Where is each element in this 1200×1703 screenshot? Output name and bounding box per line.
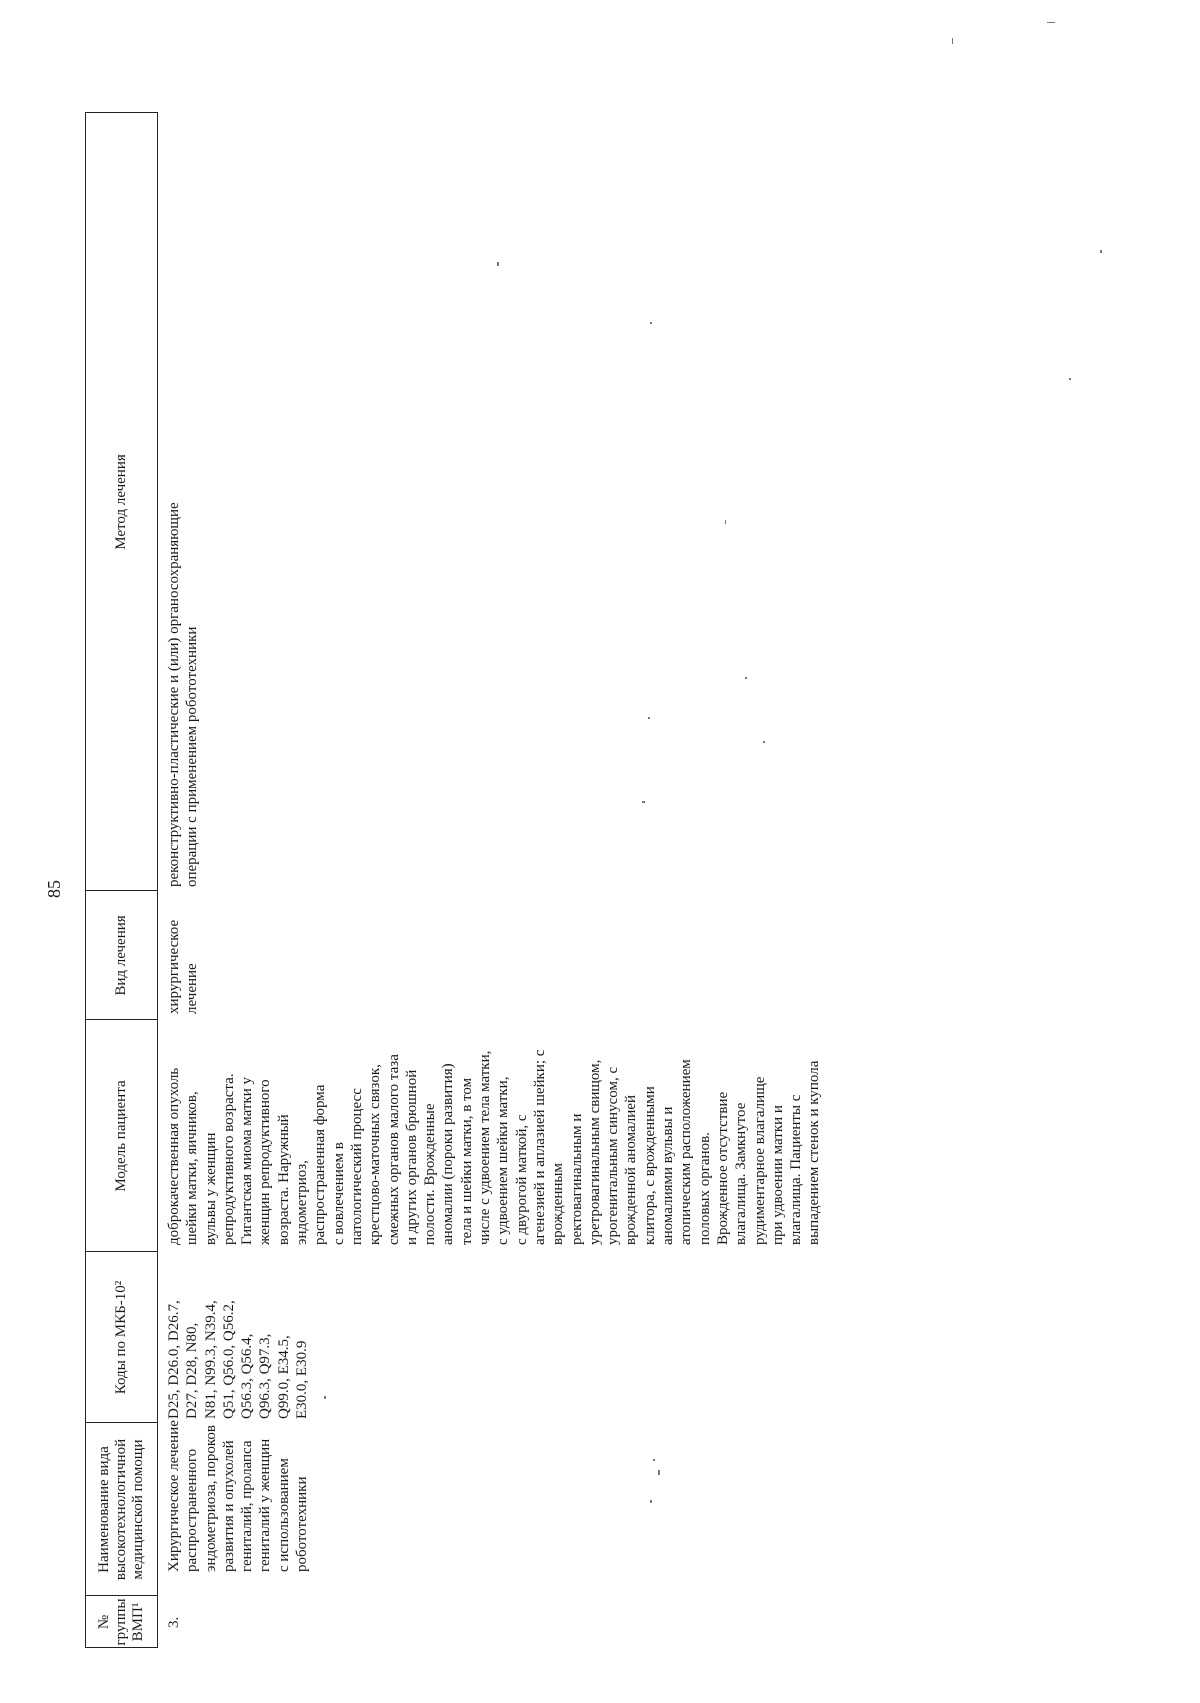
header-patient-model: Модель пациента <box>112 1080 129 1192</box>
scan-speck <box>650 322 652 324</box>
scan-speck <box>658 1470 660 1475</box>
rotated-table-area <box>85 112 1095 1648</box>
cell-treatment-method: реконструктивно-пластические и (или) органосохраняющие операции с применением робототехники <box>166 502 201 887</box>
scan-speck <box>952 38 953 44</box>
scan-speck <box>497 262 499 266</box>
header-treatment-method: Метод лечения <box>112 454 129 550</box>
header-group-no: № группы ВМП¹ <box>95 1598 146 1646</box>
scan-speck <box>725 520 726 524</box>
cell-group-no: 3. <box>166 1616 182 1628</box>
cell-care-name: Хирургическое лечение распространенного эндометриоза, пороков развития и опухолей гениталий, пролапса гениталий у женщин с использованием робототехники <box>166 1420 311 1572</box>
scan-speck <box>648 717 650 719</box>
scan-speck <box>653 1459 655 1461</box>
page-number: 85 <box>44 880 64 898</box>
cell-patient-model: доброкачественная опухоль шейки матки, яичников, вульвы у женщин репродуктивного возраста. Гигантская миома матки у женщин репродуктивного возраста. Наружный эндометриоз, распространенная форма с вовлечением в патологический процесс крестцово-маточных связок, смежных органов малого таза и других органов брюшной полости. Врожденные аномалии (пороки развития) тела и шейки матки, в том числе с удвоением тела матки, с удвоением шейки матки, с двурогой маткой, с агенезией и аплазией шейки; с врожденным ректовагинальным и уретровагинальным свищом, урогенитальным синусом, с врожденной аномалией клитора, с врожденными аномалиями вульвы и атопическим расположением половых органов. Врожденное отсутствие влагалища. Замкнутое рудиментарное влагалище при удвоении матки и влагалища. Пациенты с выпадением стенок и купола <box>166 1049 823 1245</box>
scan-speck <box>1069 378 1071 380</box>
cell-icd-codes: D25, D26.0, D26.7, D27, D28, N80, N81, N99.3, N39.4, Q51, Q56.0, Q56.2, Q56.3, Q56.4, Q96.3, Q97.3, Q99.0, E34.5, E30.0, E30.9 <box>166 1300 311 1419</box>
scan-speck <box>745 677 747 679</box>
scan-speck <box>324 1396 326 1399</box>
header-care-name: Наименование вида высокотехнологичной медицинской помощи <box>95 1438 146 1581</box>
scan-speck <box>650 1500 652 1503</box>
scan-speck <box>763 741 765 743</box>
header-icd-codes: Коды по МКБ-10² <box>112 1280 129 1395</box>
scan-speck <box>1047 22 1055 23</box>
scan-speck <box>642 801 645 803</box>
header-bottom-border <box>157 112 158 1648</box>
cell-treatment-type: хирургическое лечение <box>166 919 201 1014</box>
scan-speck <box>1100 250 1102 253</box>
header-treatment-type: Вид лечения <box>112 915 129 996</box>
